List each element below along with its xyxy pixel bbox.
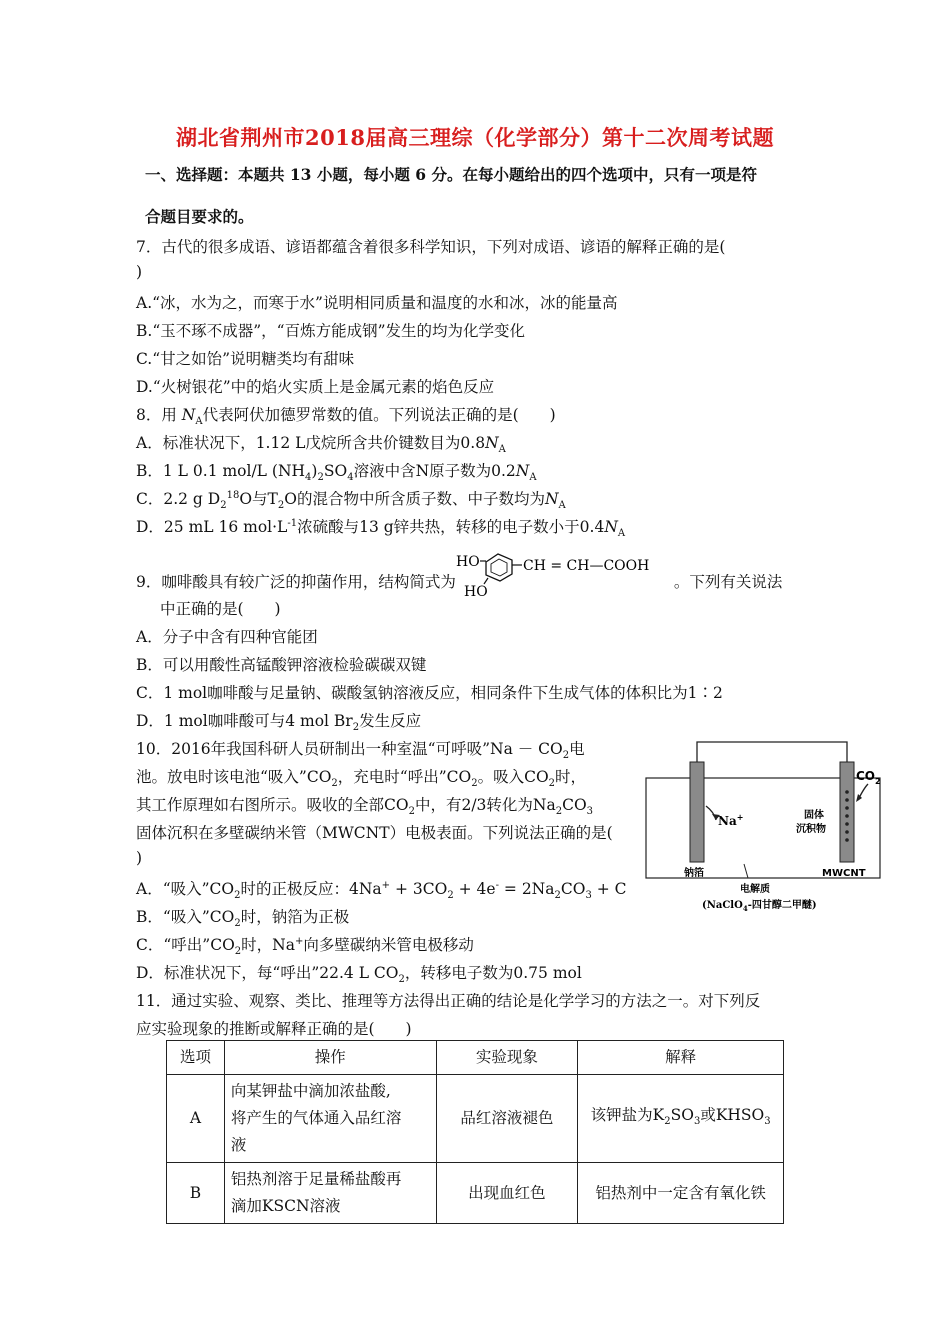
- row-a-explanation: 该钾盐为$K_2SO_3$或$KHSO_3$: [578, 1075, 784, 1163]
- q10-line3: 其工作原理如右图所示。吸收的全部$CO_2$中，有2/3转化为$Na_2CO_3$: [136, 796, 594, 818]
- q9-option-b: B．可以用酸性高锰酸钾溶液检验碳碳双键: [136, 656, 427, 674]
- table-row: [167, 1163, 784, 1224]
- row-b-operation: 铝热剂溶于足量稀盐酸再 滴加KSCN溶液: [224, 1163, 436, 1224]
- structure-ho-top: HO: [455, 554, 480, 570]
- q10-line4: 固体沉积在多壁碳纳米管（MWCNT）电极表面。下列说法正确的是(: [136, 824, 613, 842]
- structure-ho-bottom: HO: [463, 584, 488, 600]
- q7-paren: ): [136, 263, 143, 281]
- section-instruction-line2: 合题目要求的。: [145, 207, 254, 226]
- row-b-option: B: [167, 1163, 225, 1224]
- diagram-na-ion: Na+: [718, 812, 744, 828]
- q7-option-a: A.“冰，水为之，而寒于水”说明相同质量和温度的水和冰，冰的能量高: [136, 294, 618, 312]
- q8-stem: 8．用 $N_A$代表阿伏加德罗常数的值。下列说法正确的是( ): [136, 406, 556, 428]
- q9-option-d: D．1 mol咖啡酸可与4 mol $Br_2$发生反应: [136, 712, 422, 734]
- row-b-explanation: 铝热剂中一定含有氧化铁: [578, 1163, 784, 1224]
- q8-option-a: A．标准状况下，1.12 L戊烷所含共价键数目为$0.8N_A$: [136, 434, 506, 456]
- q10-option-a: A．“吸入$”CO_2$时的正极反应：$4Na^+ + 3CO_2 + 4e^- = 2Na_2CO_3 + C$: [136, 879, 627, 902]
- header-explanation: 解释: [578, 1041, 784, 1075]
- diagram-co2: $CO_2$: [856, 769, 881, 786]
- q7-option-d: D.“火树银花”中的焰火实质上是金属元素的焰色反应: [136, 378, 495, 396]
- row-b-phenomenon: 出现血红色: [436, 1163, 578, 1224]
- q8-option-b: B．1 L 0.1 mol/L $(NH_4)_2SO_4$溶液中含N原子数为$0.2N_A$: [136, 462, 537, 484]
- q7-option-c: C.“甘之如饴”说明糖类均有甜味: [136, 350, 355, 368]
- exam-title: 湖北省荆州市2018届高三理综（化学部分）第十二次周考试题: [176, 125, 774, 150]
- q9-stem: 9．咖啡酸具有较广泛的抑菌作用，结构简式为 HO HO CH = CH—COOH 。下列有关说法: [136, 556, 782, 610]
- diagram-electrolyte: 电解质: [740, 884, 770, 895]
- q7-stem: 7．古代的很多成语、谚语都蕴含着很多科学知识，下列对成语、谚语的解释正确的是(: [136, 238, 726, 256]
- q10-paren: ): [136, 849, 143, 867]
- header-operation: 操作: [224, 1041, 436, 1075]
- q10-line1: 10．2016年我国科研人员研制出一种室温“可呼吸”Na － $CO_2$电: [136, 740, 585, 762]
- row-a-operation: 向某钾盐中滴加浓盐酸, 将产生的气体通入品红溶 液: [224, 1075, 436, 1163]
- diagram-electrolyte-formula: (NaClO$_4$-四甘醇二甲醚): [702, 900, 817, 913]
- caffeic-acid-structure: [456, 550, 674, 604]
- table-row: [167, 1075, 784, 1163]
- table-header-row: [167, 1041, 784, 1075]
- q9-option-a: A．分子中含有四种官能团: [136, 628, 318, 646]
- row-a-option: A: [167, 1075, 225, 1163]
- q8-option-d: D．25 mL 16 $mol\cdot L^{-1}$浓硫酸与13 g锌共热，转移的电子数小于$0.4N_A$: [136, 517, 626, 540]
- structure-side-chain: CH = CH—COOH: [522, 558, 650, 574]
- diagram-solid: 固体: [804, 810, 824, 821]
- q11-line1: 11．通过实验、观察、类比、推理等方法得出正确的结论是化学学习的方法之一。对下列反: [136, 992, 761, 1010]
- q9-stem-cont: 中正确的是( ): [160, 600, 281, 618]
- diagram-deposit: 沉积物: [796, 824, 826, 835]
- header-phenomenon: 实验现象: [436, 1041, 578, 1075]
- q10-option-c: C．“呼出$”CO_2$时，Na+向多壁碳纳米管电极移动: [136, 935, 474, 958]
- q9-option-c: C．1 mol咖啡酸与足量钠、碳酸氢钠溶液反应，相同条件下生成气体的体积比为1∶2: [136, 684, 723, 702]
- q8-option-c: C．2.2 g $D_2^{18}O$与$T_2O$的混合物中所含质子数、中子数均为$N_A$: [136, 489, 566, 512]
- q11-table: [166, 1040, 784, 1224]
- q10-line2: 池。放电时该电池“吸入$”CO_2$，充电时“呼出$”CO_2$。吸入$CO_2$时，: [136, 768, 587, 790]
- diagram-sodium-foil: 钠箔: [684, 868, 704, 879]
- diagram-mwcnt: MWCNT: [822, 868, 866, 879]
- q10-option-b: B．“吸入$”CO_2$时，钠箔为正极: [136, 908, 350, 930]
- battery-diagram: [644, 740, 884, 919]
- q11-line2: 应实验现象的推断或解释正确的是( ): [136, 1020, 412, 1038]
- row-a-phenomenon: 品红溶液褪色: [436, 1075, 578, 1163]
- header-option: 选项: [167, 1041, 225, 1075]
- q7-option-b: B.“玉不琢不成器”，“百炼方能成钢”发生的均为化学变化: [136, 322, 526, 340]
- section-instruction-line1: 一、选择题：本题共 13 小题，每小题 6 分。在每小题给出的四个选项中，只有一项是符: [145, 165, 757, 184]
- q10-option-d: D．标准状况下，每“呼出”22.4 L $CO_2$，转移电子数为0.75 mol: [136, 964, 582, 986]
